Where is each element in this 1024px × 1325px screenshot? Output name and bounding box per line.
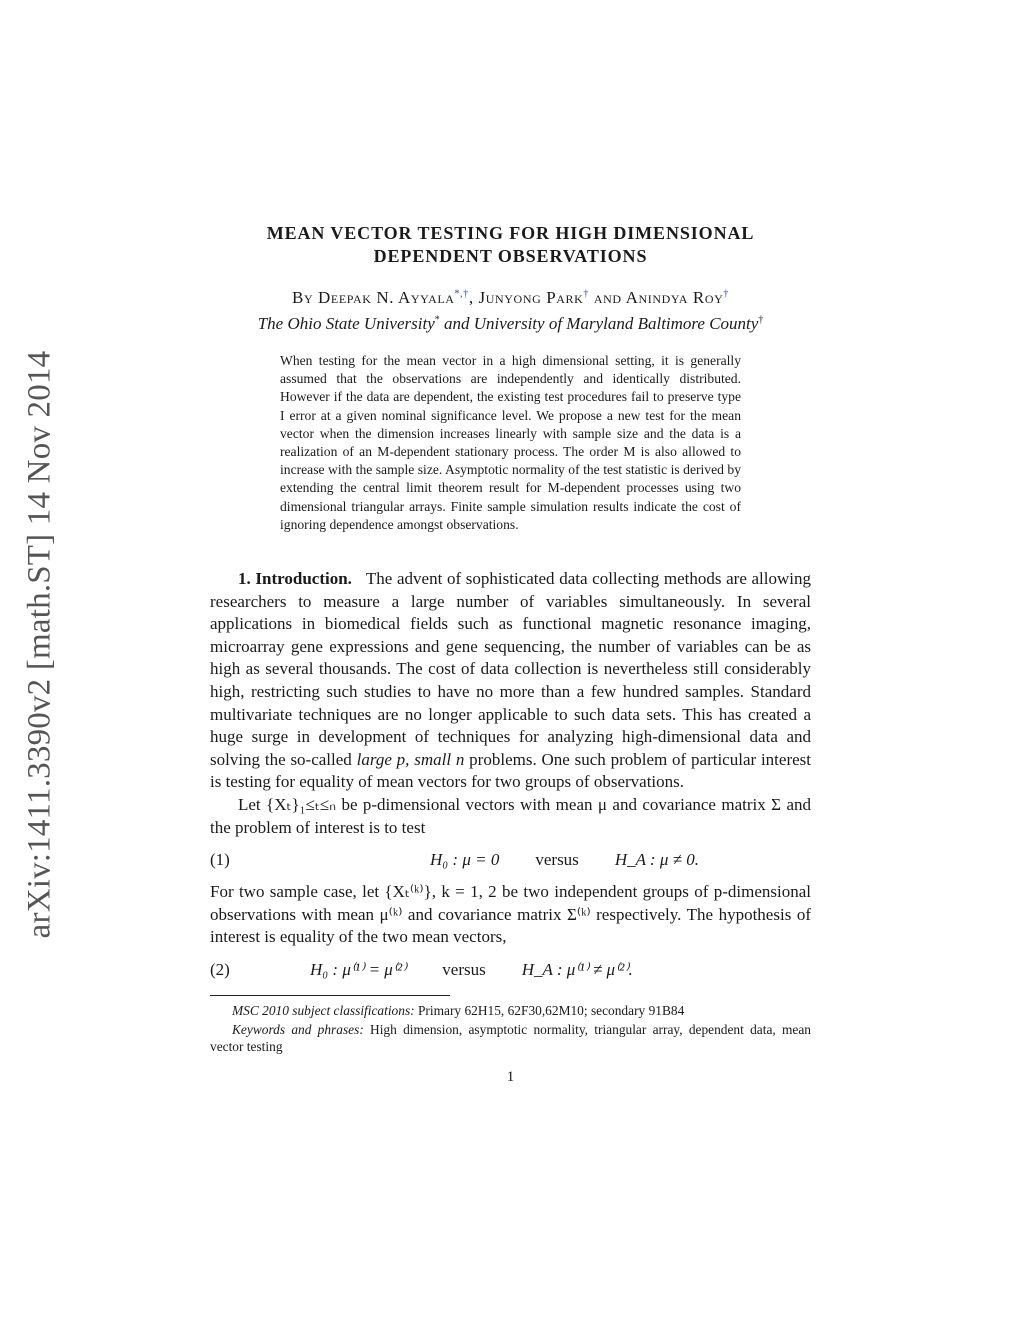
affiliations [210, 314, 811, 334]
section-title: 1. Introduction. [238, 569, 352, 589]
intro-paragraph-2: Let {Xₜ}₁≤ₜ≤ₙ be p-dimensional vectors with mean μ and covariance matrix Σ and the problem of interest is to test [210, 794, 811, 837]
equation-1-versus: versus [535, 849, 579, 869]
msc-text: Primary 62H15, 62F30,62M10; secondary 91B84 [414, 1002, 685, 1018]
affiliation-2-mark: † [758, 314, 764, 326]
author-2: , Junyong Park [468, 288, 584, 307]
footnote-rule [210, 995, 450, 996]
paper-title [210, 222, 811, 268]
author-2-mark[interactable]: † [583, 288, 590, 300]
equation-2-versus: versus [442, 959, 486, 979]
equation-1-right: H_A : μ ≠ 0. [614, 849, 699, 869]
title-line-2: DEPENDENT OBSERVATIONS [373, 246, 648, 266]
affiliation-2: and University of Maryland Baltimore County [439, 314, 759, 333]
author-1-mark[interactable]: *,† [454, 288, 469, 300]
page-number: 1 [506, 1068, 515, 1085]
arxiv-stamp [22, 340, 58, 948]
paper-page [210, 222, 811, 1086]
msc-label: MSC 2010 subject classifications: [232, 1002, 415, 1018]
footnote-keywords [210, 1021, 811, 1055]
footnote-msc [210, 1002, 811, 1019]
equation-1-number: (1) [210, 849, 230, 869]
intro-text-a: The advent of sophisticated data collecting methods are allowing researchers to measure a large number of variables simultaneously. In several applications in biomedical fields such as functional magnetic resonance imaging, microarray gene expressions and gene sequencing, the number of variables can be as high as several thousands. The cost of data collection is nevertheless still considerably high, restricting such studies to have no more than a few hundred samples. Standard multivariate techniques are no longer applicable to such data sets. This has created a huge surge in development of techniques for analyzing high-dimensional data and solving the so-called [210, 569, 812, 769]
equation-2-left: H₀ : μ⁽¹⁾ = μ⁽²⁾ [310, 959, 407, 979]
equation-2-number: (2) [210, 959, 230, 979]
introduction-section [210, 568, 811, 985]
intro-paragraph-3: For two sample case, let {Xₜ⁽ᵏ⁾}, k = 1, 2 be two independent groups of p-dimensional observations with mean μ⁽ᵏ⁾ and covariance matrix Σ⁽ᵏ⁾ respectively. The hypothesis of interest is equality of the two mean vectors, [210, 882, 811, 947]
intro-paragraph-1 [210, 568, 811, 794]
equation-1 [210, 845, 811, 875]
keywords-label: Keywords and phrases: [232, 1021, 364, 1037]
author-3-mark[interactable]: † [723, 288, 729, 300]
author-3: and Anindya Roy [589, 288, 724, 307]
author-list [210, 288, 811, 308]
arxiv-stamp-text: arXiv:1411.3390v2 [math.ST] 14 Nov 2014 [21, 350, 58, 938]
equation-2-right: H_A : μ⁽¹⁾ ≠ μ⁽²⁾. [521, 959, 633, 979]
title-line-1: MEAN VECTOR TESTING FOR HIGH DIMENSIONAL [266, 223, 755, 243]
equation-1-left: H₀ : μ = 0 [430, 849, 500, 869]
abstract: When testing for the mean vector in a high dimensional setting, it is generally assumed that the observations are independently and identically distributed. However if the data are dependent, the existing test procedures fail to preserve type I error at a given nominal significance level. We propose a new test for the mean vector when the dimension increases linearly with sample size and the data is a realization of an M-dependent stationary process. The order M is also allowed to increase with the sample size. Asymptotic normality of the test statistic is derived by extending the central limit theorem result for M-dependent processes using two dimensional triangular arrays. Finite sample simulation results indicate the cost of ignoring dependence amongst observations. [280, 353, 741, 532]
equation-2 [210, 955, 811, 985]
author-1: By Deepak N. Ayyala [292, 288, 455, 307]
intro-text-b: problems. One such problem of particular interest is testing for equality of mean vectors for two groups of observations. [210, 749, 811, 792]
affiliation-1: The Ohio State University [257, 314, 435, 333]
keywords-text: High dimension, asymptotic normality, triangular array, dependent data, mean vector testing [210, 1021, 811, 1054]
affiliation-1-mark: * [434, 314, 440, 326]
intro-emphasis: large p, small n [356, 749, 465, 769]
